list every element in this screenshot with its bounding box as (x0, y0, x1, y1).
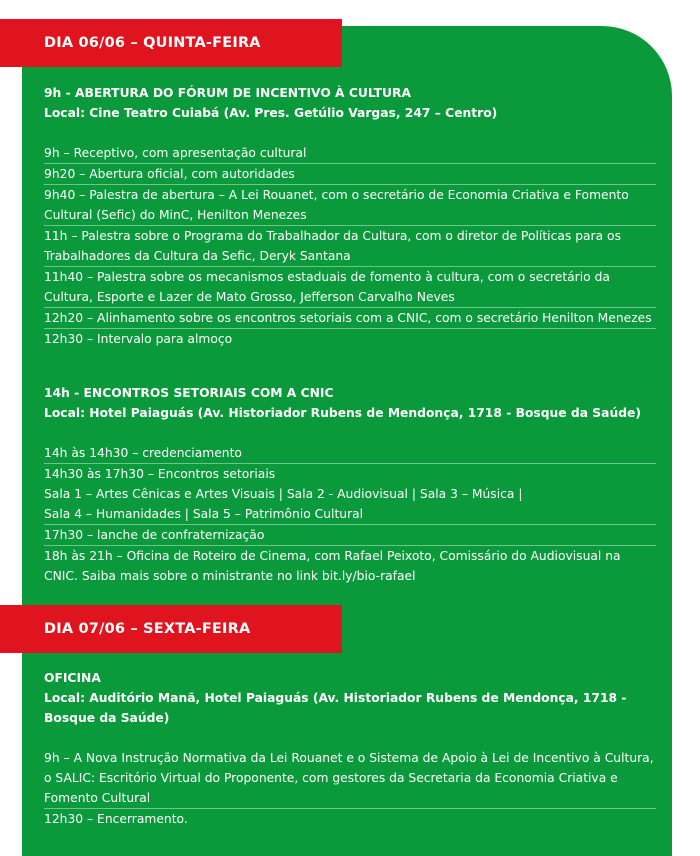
schedule-item: 9h40 – Palestra de abertura – A Lei Rouanet, com o secretário de Economia Criativa e Fomento Cultural (Sefic) do MinC, Henilton Menezes (44, 185, 656, 226)
section-title: OFICINA (44, 671, 101, 685)
schedule-item: 9h – A Nova Instrução Normativa da Lei Rouanet e o Sistema de Apoio à Lei de Incentivo à Cultura, o SALIC: Escritório Virtual do Proponente, com gestores da Secretaria da Economia Criativa e Fomento Cultural (44, 748, 656, 809)
day1-section-opening (44, 83, 656, 349)
schedule-item: 17h30 – lanche de confraternização (44, 525, 656, 546)
schedule-list (44, 143, 656, 349)
schedule-item: 12h30 – Encerramento. (44, 812, 188, 826)
schedule-list (44, 748, 656, 829)
section-title: 14h - ENCONTROS SETORIAIS COM A CNIC (44, 386, 334, 400)
section-location: Local: Auditório Manã, Hotel Paiaguás (Av. Historiador Rubens de Mendonça, 1718 - Bosque da Saúde) (44, 691, 627, 725)
schedule-item: 18h às 21h – Oficina de Roteiro de Cinema, com Rafael Peixoto, Comissário do Audiovisual na CNIC. Saiba mais sobre o ministrante no link bit.ly/bio-rafael (44, 549, 621, 583)
schedule-item: 14h30 às 17h30 – Encontros setoriais (44, 467, 276, 481)
day1-banner (0, 19, 342, 67)
section-location: Local: Cine Teatro Cuiabá (Av. Pres. Getúlio Vargas, 247 – Centro) (44, 106, 498, 120)
day2-banner-text: DIA 07/06 – SEXTA-FEIRA (44, 621, 251, 637)
day1-section-setorial (44, 383, 656, 586)
section-title: 9h - ABERTURA DO FÓRUM DE INCENTIVO À CULTURA (44, 86, 412, 100)
schedule-item: 11h40 – Palestra sobre os mecanismos estaduais de fomento à cultura, com o secretário da Cultura, Esporte e Lazer de Mato Grosso, Jefferson Carvalho Neves (44, 267, 656, 308)
schedule-list (44, 443, 656, 586)
day1-banner-text: DIA 06/06 – QUINTA-FEIRA (44, 35, 261, 51)
schedule-item: Sala 1 – Artes Cênicas e Artes Visuais | Sala 2 - Audiovisual | Sala 3 – Música | (44, 487, 523, 501)
day2-section-oficina (44, 668, 656, 829)
schedule-item: 12h20 – Alinhamento sobre os encontros setoriais com a CNIC, com o secretário Henilton Menezes (44, 308, 656, 329)
schedule-item: 11h – Palestra sobre o Programa do Trabalhador da Cultura, com o diretor de Políticas para os Trabalhadores da Cultura da Sefic, Deryk Santana (44, 226, 656, 267)
schedule-item: 14h às 14h30 – credenciamento (44, 443, 656, 464)
schedule-item: 9h – Receptivo, com apresentação cultural (44, 143, 656, 164)
day2-banner (0, 605, 342, 653)
section-location: Local: Hotel Paiaguás (Av. Historiador Rubens de Mendonça, 1718 - Bosque da Saúde) (44, 406, 641, 420)
schedule-item: 12h30 – Intervalo para almoço (44, 332, 233, 346)
schedule-item: Sala 4 – Humanidades | Sala 5 – Patrimônio Cultural (44, 504, 656, 525)
schedule-item: 9h20 – Abertura oficial, com autoridades (44, 164, 656, 185)
